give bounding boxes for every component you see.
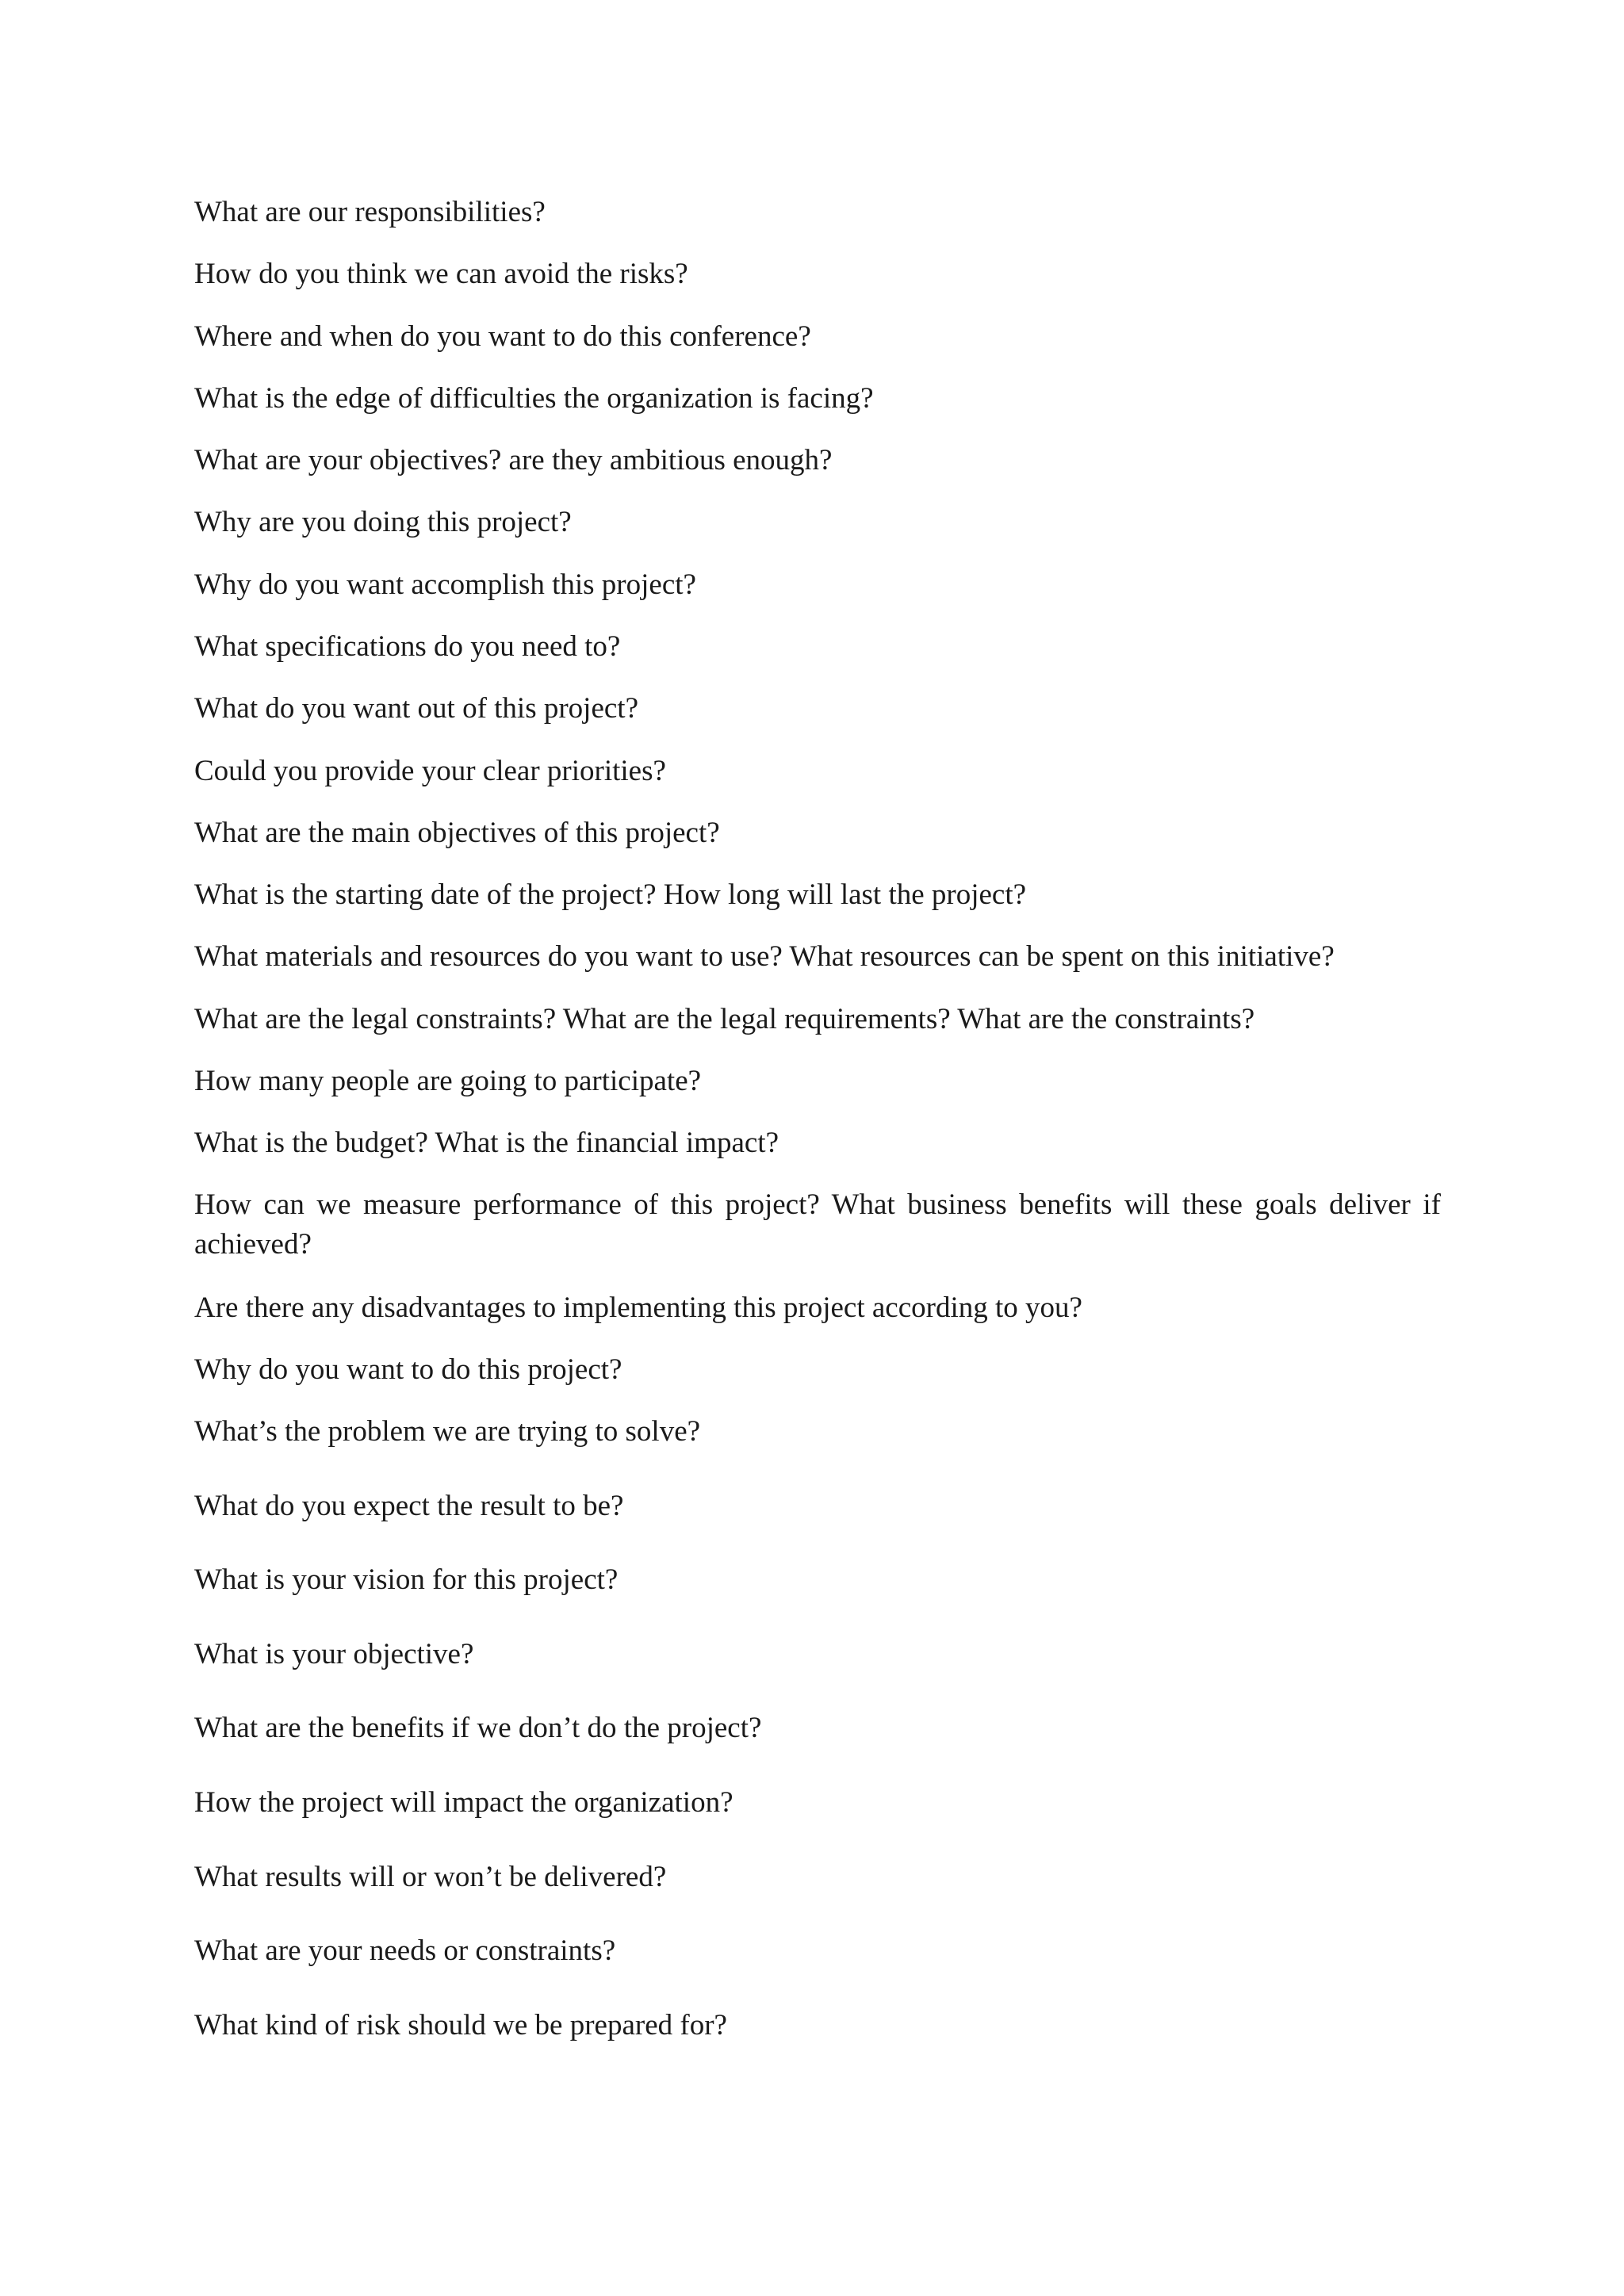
question-item: What is the edge of difficulties the organization is facing?	[194, 382, 874, 415]
question-item: How many people are going to participate?	[194, 1065, 702, 1097]
question-item: What are the main objectives of this project?	[194, 817, 720, 849]
question-item: How do you think we can avoid the risks?	[194, 258, 688, 290]
question-item: What are your needs or constraints?	[194, 1934, 616, 1967]
question-item: What kind of risk should we be prepared for?	[194, 2009, 727, 2042]
question-item: Why do you want accomplish this project?	[194, 568, 696, 601]
question-item: How the project will impact the organization?	[194, 1786, 733, 1819]
question-item: What materials and resources do you want to use? What resources can be spent on this initiative?	[194, 940, 1335, 973]
question-item: Why do you want to do this project?	[194, 1353, 622, 1386]
question-item: What specifications do you need to?	[194, 630, 621, 663]
question-item: Could you provide your clear priorities?	[194, 755, 666, 787]
question-item: What do you want out of this project?	[194, 692, 639, 725]
question-item: What are our responsibilities?	[194, 196, 546, 228]
question-item: What’s the problem we are trying to solve?	[194, 1415, 701, 1448]
question-item: What is the starting date of the project? How long will last the project?	[194, 878, 1027, 911]
question-item: Are there any disadvantages to implementing this project according to you?	[194, 1292, 1082, 1324]
question-item: What is your objective?	[194, 1638, 474, 1670]
question-item: What are your objectives? are they ambitious enough?	[194, 444, 833, 476]
question-item: What results will or won’t be delivered?	[194, 1861, 667, 1893]
question-item: Why are you doing this project?	[194, 506, 572, 538]
question-item: What are the benefits if we don’t do the project?	[194, 1712, 762, 1744]
question-item: How can we measure performance of this project? What business benefits will these goals deliver if achieved?	[194, 1188, 1441, 1261]
question-item: What is your vision for this project?	[194, 1563, 619, 1596]
question-item: What is the budget? What is the financial impact?	[194, 1127, 779, 1159]
question-item: Where and when do you want to do this conference?	[194, 320, 811, 353]
question-item: What are the legal constraints? What are the legal requirements? What are the constraints?	[194, 1003, 1255, 1035]
question-item: What do you expect the result to be?	[194, 1490, 624, 1522]
